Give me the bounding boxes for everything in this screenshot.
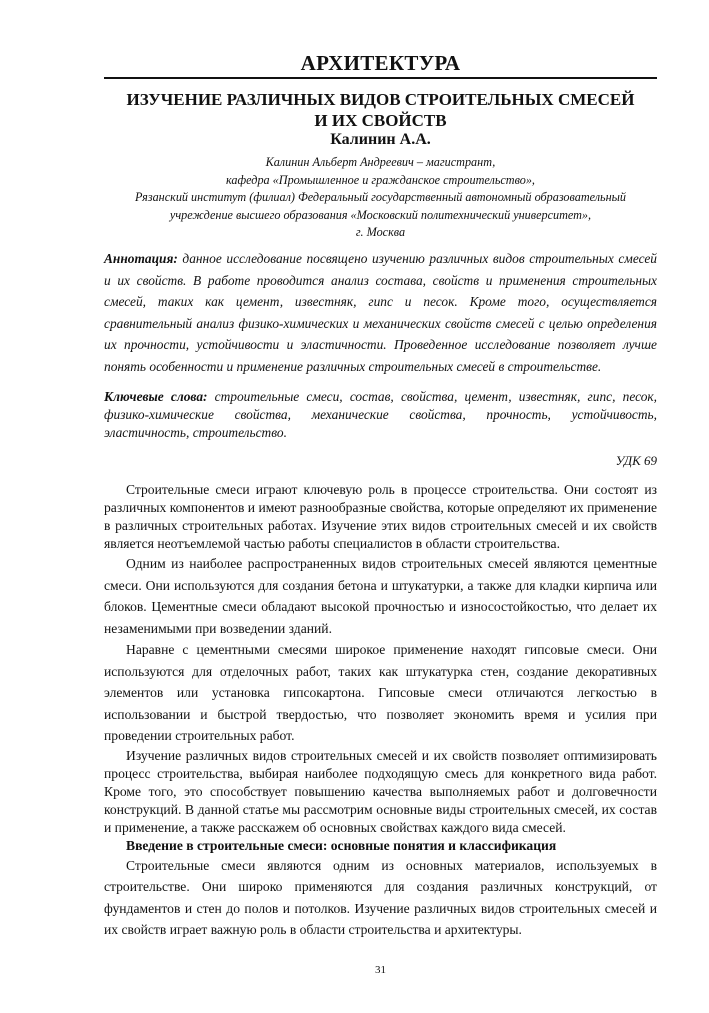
body-paragraph: Одним из наиболее распространенных видов строительных смесей являются цементные смеси. Они используются для создания бетона и штукатурки, а также для кладки кирпича или блоков. Цементные смеси обладают высокой прочностью и износостойкостью, что делает их незаменимыми при возведении зданий. — [104, 556, 657, 636]
affiliation-line: Рязанский институт (филиал) Федеральный государственный автономный образовательный — [135, 190, 626, 205]
body-paragraph: Строительные смеси играют ключевую роль в процессе строительства. Они состоят из различных компонентов и имеют разнообразные свойства, которые определяют их применение в различных строительных работах. Изучение этих видов строительных смесей и их свойств является неотъемлемой частью работы специалистов в области строительства. — [104, 482, 658, 551]
body-paragraph: Строительные смеси являются одним из основных материалов, используемых в строительстве. Они широко применяются для создания различных конструкций, от фундаментов и стен до полов и потолков. Изучение различных видов строительных смесей и их свойств играет важную роль в области строительства и архитектуры. — [104, 857, 657, 937]
article-title-line-2: И ИХ СВОЙСТВ — [314, 111, 447, 130]
body-paragraph: Изучение различных видов строительных смесей и их свойств позволяет оптимизировать процесс строительства, выбирая наиболее подходящую смесь для конкретного вида работ. Кроме того, это способствует повышению качества выполняемых работ и долговечности конструкций. В данной статье мы рассмотрим основные виды строительных смесей, их состав и применение, а также расскажем об основных свойствах каждого вида смесей. — [104, 747, 657, 835]
affiliation-line: кафедра «Промышленное и гражданское строительство», — [226, 172, 535, 187]
keywords — [104, 388, 657, 442]
abstract — [104, 248, 657, 377]
article-title-line-1: ИЗУЧЕНИЕ РАЗЛИЧНЫХ ВИДОВ СТРОИТЕЛЬНЫХ СМЕСЕЙ — [126, 90, 635, 109]
section-divider — [104, 77, 657, 79]
affiliation-line: учреждение высшего образования «Московский политехнический университет», — [169, 207, 592, 222]
keywords-text: строительные смеси, состав, свойства, цемент, известняк, гипс, песок, физико-химические свойства, механические свойства, прочность, устойчивость, эластичность, строительство. — [104, 389, 657, 440]
abstract-text: данное исследование посвящено изучению различных видов строительных смесей и их свойств. В работе проводится анализ состава, свойств и применения строительных смесей, таких как цемент, известняк, гипс и песок. Кроме того, осуществляется сравнительный анализ физико-химических и механических свойств смесей с целью определения их прочности, устойчивости и эластичности. Проведенное исследование позволяет лучше понять особенности и применение различных строительных смесей в строительстве. — [104, 251, 657, 374]
article-title — [104, 89, 657, 131]
author-affiliation — [104, 154, 657, 242]
page-number: 31 — [375, 964, 386, 976]
article-body — [104, 481, 657, 941]
author-name: Калинин А.А. — [330, 131, 431, 148]
affiliation-line: Калинин Альберт Андреевич – магистрант, — [265, 155, 496, 169]
keywords-label: Ключевые слова: — [104, 389, 208, 404]
udk-code: УДК 69 — [615, 453, 657, 468]
body-paragraph: Наравне с цементными смесями широкое применение находят гипсовые смеси. Они используются для отделочных работ, таких как штукатурка стен, создание декоративных элементов или установка гипсокартона. Гипсовые смеси отличаются легкостью в использовании и быстрой твердостью, что позволяет экономить время и усилия при проведении строительных работ. — [104, 642, 657, 743]
section-title: АРХИТЕКТУРА — [300, 51, 461, 75]
abstract-label: Аннотация: — [104, 251, 178, 266]
subsection-heading: Введение в строительные смеси: основные понятия и классификация — [126, 837, 557, 853]
affiliation-line: г. Москва — [355, 225, 406, 240]
